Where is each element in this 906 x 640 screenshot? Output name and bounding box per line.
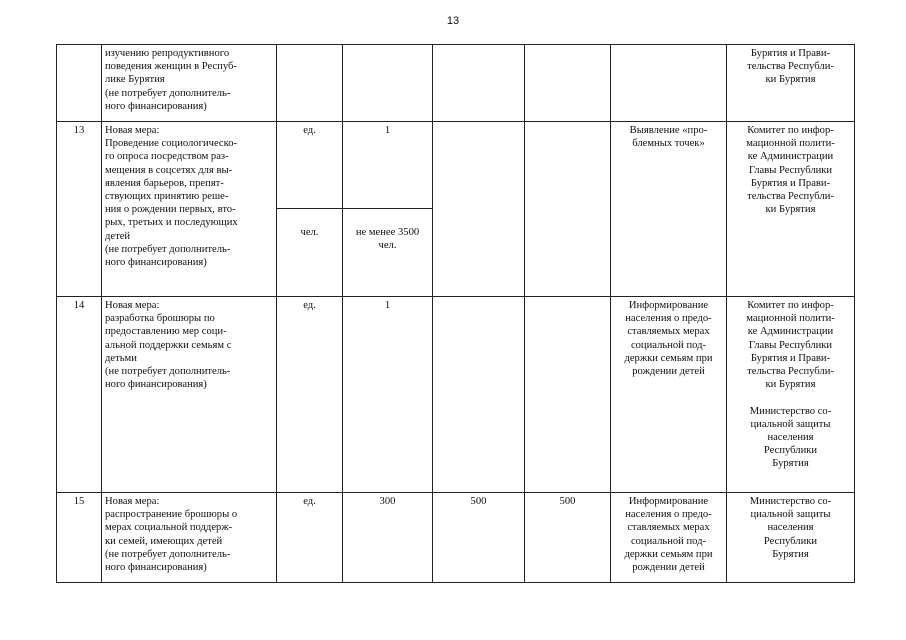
row-number: 13 xyxy=(57,122,102,297)
measure-name: изучению репродуктивного поведения женщин в Респуб- лике Бурятия (не потребует дополнитель- ного финансирования) xyxy=(102,45,277,122)
value-cell: 1 xyxy=(343,297,433,493)
measures-table xyxy=(56,44,855,583)
table-row xyxy=(57,45,855,122)
value-cell xyxy=(525,122,611,297)
executor-cell: Бурятия и Прави- тельства Республи- ки Бурятия xyxy=(727,45,855,122)
table-row xyxy=(57,297,855,493)
table-row xyxy=(57,122,855,209)
value-cell: 1 xyxy=(343,122,433,209)
value-cell: 500 xyxy=(433,493,525,583)
value-cell xyxy=(525,297,611,493)
value-cell: 500 xyxy=(525,493,611,583)
executor-cell: Комитет по инфор- мационной полити- ке Администрации Главы Республики Бурятия и Прави- тельства Республи- ки Бурятия xyxy=(727,122,855,297)
value-cell xyxy=(343,45,433,122)
unit-cell: ед. xyxy=(277,122,343,209)
row-number: 14 xyxy=(57,297,102,493)
table-row xyxy=(57,493,855,583)
value-cell xyxy=(433,297,525,493)
value-cell: не менее 3500 чел. xyxy=(343,209,433,297)
result-cell xyxy=(611,45,727,122)
unit-cell xyxy=(277,45,343,122)
row-number: 15 xyxy=(57,493,102,583)
value-cell xyxy=(525,45,611,122)
value-cell xyxy=(433,122,525,297)
value-cell xyxy=(433,45,525,122)
measure-name: Новая мера: распространение брошюры о мерах социальной поддерж- ки семей, имеющих детей (не потребует дополнитель- ного финансирования) xyxy=(102,493,277,583)
row-number xyxy=(57,45,102,122)
value-cell: 300 xyxy=(343,493,433,583)
measure-name: Новая мера: Проведение социологическо- го опроса посредством раз- мещения в соцсетях для вы- явления барьеров, препят- ствующих принятию реше- ния о рождении первых, вто- рых, третьих и последующих детей (не потребует дополнитель- ного финансирования) xyxy=(102,122,277,297)
executor-cell: Комитет по инфор- мационной полити- ке Администрации Главы Республики Бурятия и Прави- тельства Республи- ки Бурятия Министерство со- циальной защиты населения Республики Бурятия xyxy=(727,297,855,493)
measure-name: Новая мера: разработка брошюры по предоставлению мер соци- альной поддержки семьям с детьми (не потребует дополнитель- ного финансирования) xyxy=(102,297,277,493)
page-number: 13 xyxy=(446,15,460,27)
result-cell: Информирование населения о предо- ставляемых мерах социальной под- держки семьям при рождении детей xyxy=(611,297,727,493)
executor-cell: Министерство со- циальной защиты населения Республики Бурятия xyxy=(727,493,855,583)
unit-cell: чел. xyxy=(277,209,343,297)
unit-cell: ед. xyxy=(277,297,343,493)
unit-cell: ед. xyxy=(277,493,343,583)
result-cell: Выявление «про- блемных точек» xyxy=(611,122,727,297)
result-cell: Информирование населения о предо- ставляемых мерах социальной под- держки семьям при рождении детей xyxy=(611,493,727,583)
